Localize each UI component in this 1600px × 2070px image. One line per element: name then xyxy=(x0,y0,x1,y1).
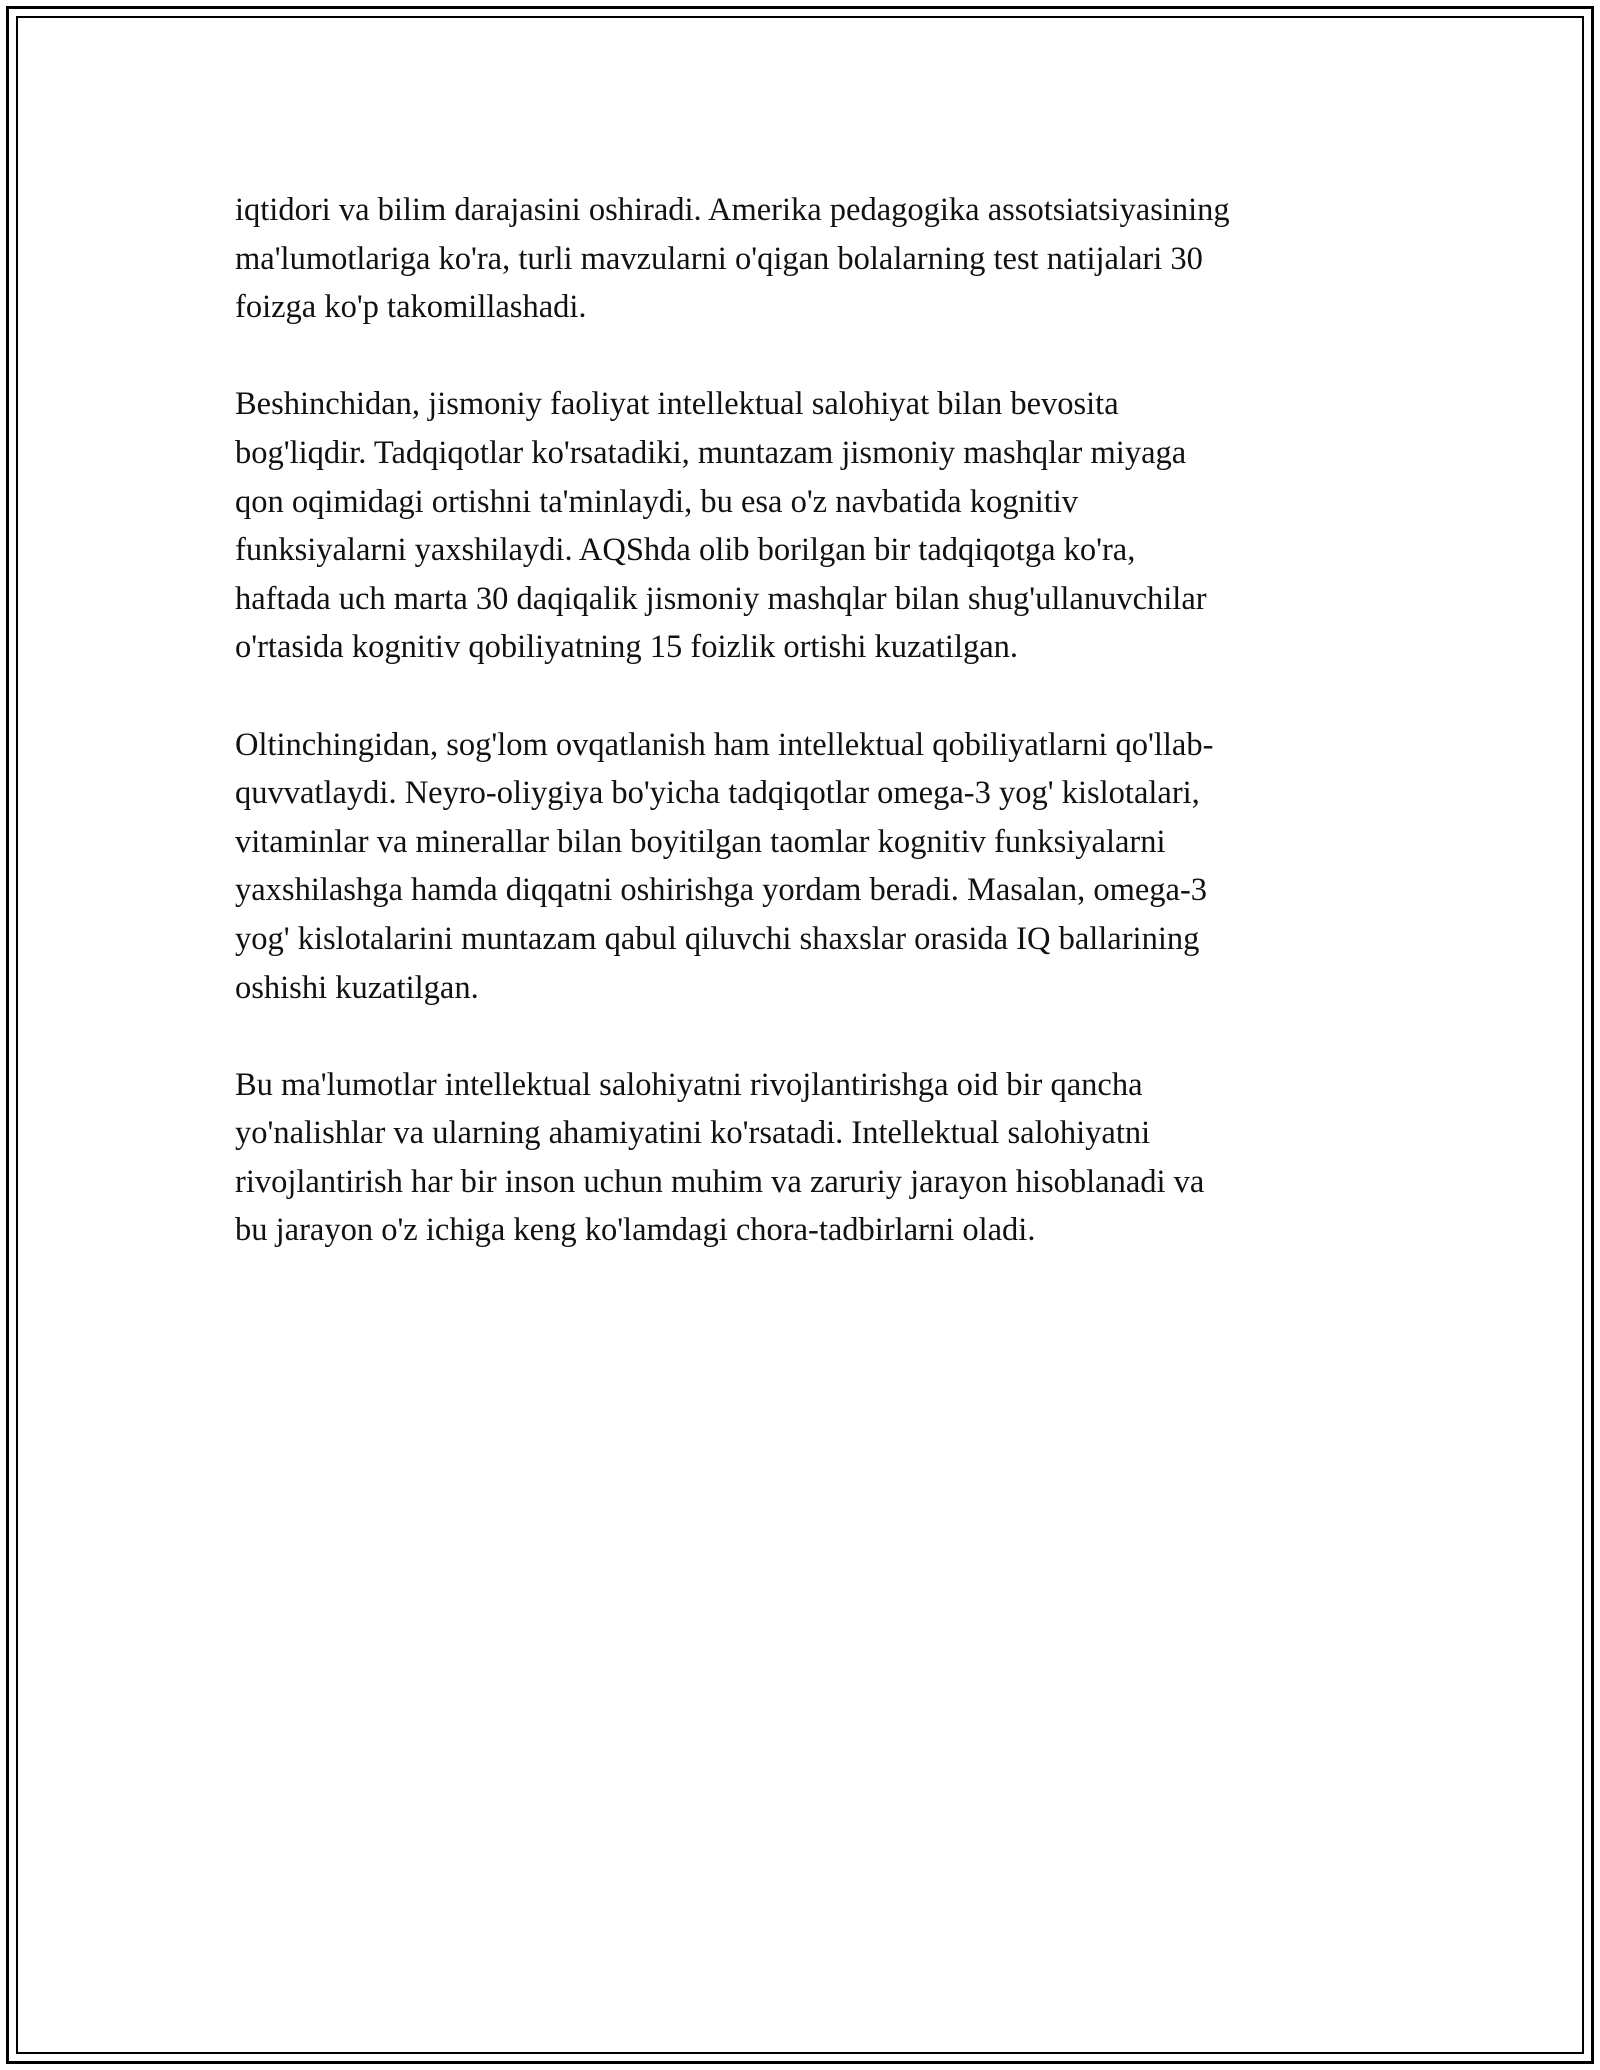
paragraph-line: bu jarayon o'z ichiga keng ko'lamdagi chora-tadbirlarni oladi. xyxy=(235,1212,1036,1249)
paragraph-line: Bu ma'lumotlar intellektual salohiyatni rivojlantirishga oid bir qancha xyxy=(235,1066,1143,1103)
paragraph-3 xyxy=(235,721,1375,1013)
paragraph-line: foizga ko'p takomillashadi. xyxy=(235,289,587,326)
paragraph-line: qon oqimidagi ortishni ta'minlaydi, bu esa o'z navbatida kognitiv xyxy=(235,483,1079,520)
paragraph-line: haftada uch marta 30 daqiqalik jismoniy mashqlar bilan shug'ullanuvchilar xyxy=(235,580,1207,617)
paragraph-line: Beshinchidan, jismoniy faoliyat intellektual salohiyat bilan bevosita xyxy=(235,386,1119,423)
paragraph-line: ma'lumotlariga ko'ra, turli mavzularni o'qigan bolalarning test natijalari 30 xyxy=(235,240,1203,277)
paragraph-line: oshishi kuzatilgan. xyxy=(235,969,479,1006)
paragraph-line: Oltinchingidan, sog'lom ovqatlanish ham intellektual qobiliyatlarni qo'llab- xyxy=(235,726,1214,763)
paragraph-line: o'rtasida kognitiv qobiliyatning 15 foizlik ortishi kuzatilgan. xyxy=(235,629,1019,666)
paragraph-line: yo'nalishlar va ularning ahamiyatini ko'rsatadi. Intellektual salohiyatni xyxy=(235,1115,1151,1152)
paragraph-line: vitaminlar va minerallar bilan boyitilgan taomlar kognitiv funksiyalarni xyxy=(235,823,1166,860)
paragraph-line: yog' kislotalarini muntazam qabul qiluvchi shaxslar orasida IQ ballarining xyxy=(235,920,1200,957)
paragraph-4 xyxy=(235,1061,1375,1255)
paragraph-line: bog'liqdir. Tadqiqotlar ko'rsatadiki, muntazam jismoniy mashqlar miyaga xyxy=(235,434,1187,471)
paragraph-2 xyxy=(235,380,1375,672)
document-body xyxy=(235,186,1375,1304)
paragraph-1 xyxy=(235,186,1375,332)
paragraph-line: rivojlantirish har bir inson uchun muhim va zaruriy jarayon hisoblanadi va xyxy=(235,1163,1205,1200)
paragraph-line: iqtidori va bilim darajasini oshiradi. Amerika pedagogika assotsiatsiyasining xyxy=(235,192,1230,228)
paragraph-line: yaxshilashga hamda diqqatni oshirishga yordam beradi. Masalan, omega-3 xyxy=(235,872,1208,909)
paragraph-line: funksiyalarni yaxshilaydi. AQShda olib borilgan bir tadqiqotga ko'ra, xyxy=(235,532,1136,569)
paragraph-line: quvvatlaydi. Neyro-oliygiya bo'yicha tadqiqotlar omega-3 yog' kislotalari, xyxy=(235,775,1200,812)
